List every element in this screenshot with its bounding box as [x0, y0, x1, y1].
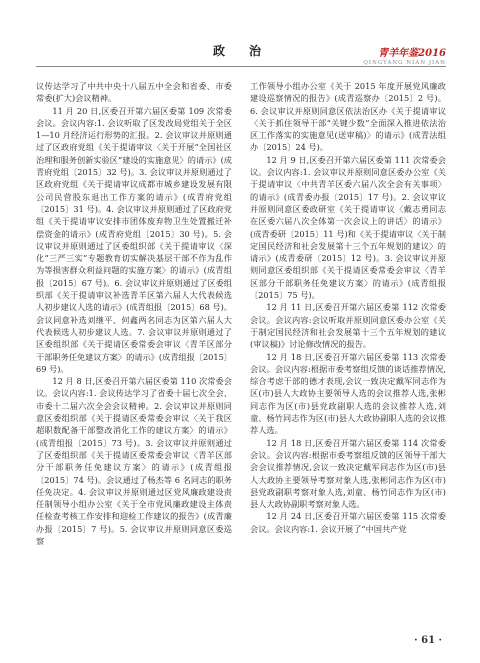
paragraph: 12 月 8 日,区委召开第六届区委第 110 次常委会议。会议内容:1. 会议传达学习了省委十届七次全会、市委十二届六次全会会议精神。2. 会议审议并原则同意区委组织部《关于提请区委常委会审议〈关于我区超职数配备干部整改消化工作的建议方案〉的请示》(成青组报〔2015〕73 号)。3. 会议审议并原则通过了区委组织部《关于提请区委常委会审议〈青羊区部分干部职务任免建议方案〉的请示》(成青组报〔2015〕74 号)。会议通过了杨杰等 6 名同志的职务任免决定。4. 会议审议并原则通过区党风廉政建设责任制领导小组办公室《关于全市党风廉政建设主体责任检查考核工作安排和迎检工作建议的报告》(成青廉办报〔2015〕7 号)。5. 会议审议并原则同意区委巡察 [36, 376, 232, 546]
page-number: · 61 · [414, 635, 442, 646]
yearbook-title: 青羊年鉴2016 [378, 48, 446, 59]
paragraph: 12 月 9 日,区委召开第六届区委第 111 次常委会议。会议内容:1. 会议审议并原则同意区委办公室《关于提请审议〈中共青羊区委六届八次全会有关事项〉的请示》(成青委办报〔2015〕17 号)。2. 会议审议并原则同意区委政研室《关于提请审议〈戴志勇同志在区委六届八次全体第一次会议上的讲话〉的请示》(成青委研〔2015〕11 号)和《关于提请审议〈关于制定国民经济和社会发展第十三个五年规划的建议〉的请示》(成青委研〔2015〕12 号)。3. 会议审议并原则同意区委组织部《关于提请区委常委会审议〈青羊区部分干部职务任免建议方案〉的请示》(成青组报〔2015〕75 号)。 [250, 154, 446, 301]
right-column [250, 80, 446, 535]
yearbook-pinyin: QINGYANG NIAN JIAN [363, 60, 446, 66]
left-column [36, 80, 232, 547]
paragraph: 12 月 11 日,区委召开第六届区委第 112 次常委会议。会议内容:会议听取并原则同意区委办公室《关于制定国民经济和社会发展第十三个五年规划的建议(审议稿)》讨论修改情况的报告。 [250, 302, 446, 350]
yearbook-mark [363, 44, 446, 66]
paragraph: 12 月 18 日,区委召开第六届区委第 113 次常委会议。会议内容:根据市委考察组反馈的谈话推荐情况,综合考虑干部的德才表现,会议一致决定戴军同志作为区(市)县人大政协主要领导人选的会议推荐人选,张彬同志作为区(市)县党政副职人选的会议推荐人选,刘童、杨竹同志作为区(市)县人大政协副职人选的会议推荐人选。 [250, 351, 446, 436]
header-divider [36, 66, 446, 67]
paragraph: 12 月 24 日,区委召开第六届区委第 115 次常委会议。会议内容:1. 会议开展了“中国共产党 [250, 511, 446, 534]
section-title: 政 治 [212, 44, 267, 58]
paragraph: 工作领导小组办公室《关于 2015 年度开展党风廉政建设巡察情况的报告》(成青巡察办〔2015〕2 号)。6. 会议审议并原则同意区依法治区办《关于提请审议〈关于抓住领导干部“关键少数”全面深入推进依法治区工作落实的实施意见(送审稿)〉的请示》(成青法组办〔2015〕24 号)。 [250, 81, 446, 153]
paragraph: 12 月 18 日,区委召开第六届区委第 114 次常委会议。会议内容:根据市委考察组反馈的区领导干部大会会议推荐情况,会议一致决定戴军同志作为区(市)县人大政协主要领导考察对象人选,张彬同志作为区(市)县党政副职考察对象人选,刘童、杨竹同志作为区(市)县人大政协副职考察对象人选。 [250, 437, 446, 510]
paragraph: 议传达学习了中共中央十八届五中全会和省委、市委常委(扩大)会议精神。 [36, 81, 232, 104]
paragraph: 11 月 20 日,区委召开第六届区委第 109 次常委会议。会议内容:1. 会议听取了区发改局党组关于全区 1—10 月经济运行形势的汇报。2. 会议审议并原则通过了区政府党组《关于提请审议〈关于开展“全国社区治理和服务创新实验区”建设的实施意见〉的请示》(成青府党组〔2015〕32 号)。3. 会议审议并原则通过了区政府党组《关于提请审议成都市城乡建设发展有限公司民营股东退出工作方案的请示》(成青府党组〔2015〕31 号)。4. 会议审议并原则通过了区政府党组《关于提请审议安排市团体废弃物卫生处置搬迁补偿资金的请示》(成青府党组〔2015〕30 号)。5. 会议审议并原则通过了区委组织部《关于提请审议〈深化“三严三实”专题教育切实解决基层干部不作为乱作为等损害群众利益问题的实施方案〉的请示》(成青组报〔2015〕67 号)。6. 会议审议并原则通过了区委组织部《关于提请审议补选青羊区第六届人大代表候选人初步建议人选的请示》(成青组报〔2015〕68 号)。会议同意补选刘继平、何鑫两名同志为区第六届人大代表候选人初步建议人选。7. 会议审议并原则通过了区委组织部《关于提请区委常委会审议〈青羊区部分干部职务任免建议方案〉的请示》(成青组报〔2015〕69 号)。 [36, 105, 232, 374]
page-header [0, 0, 480, 74]
